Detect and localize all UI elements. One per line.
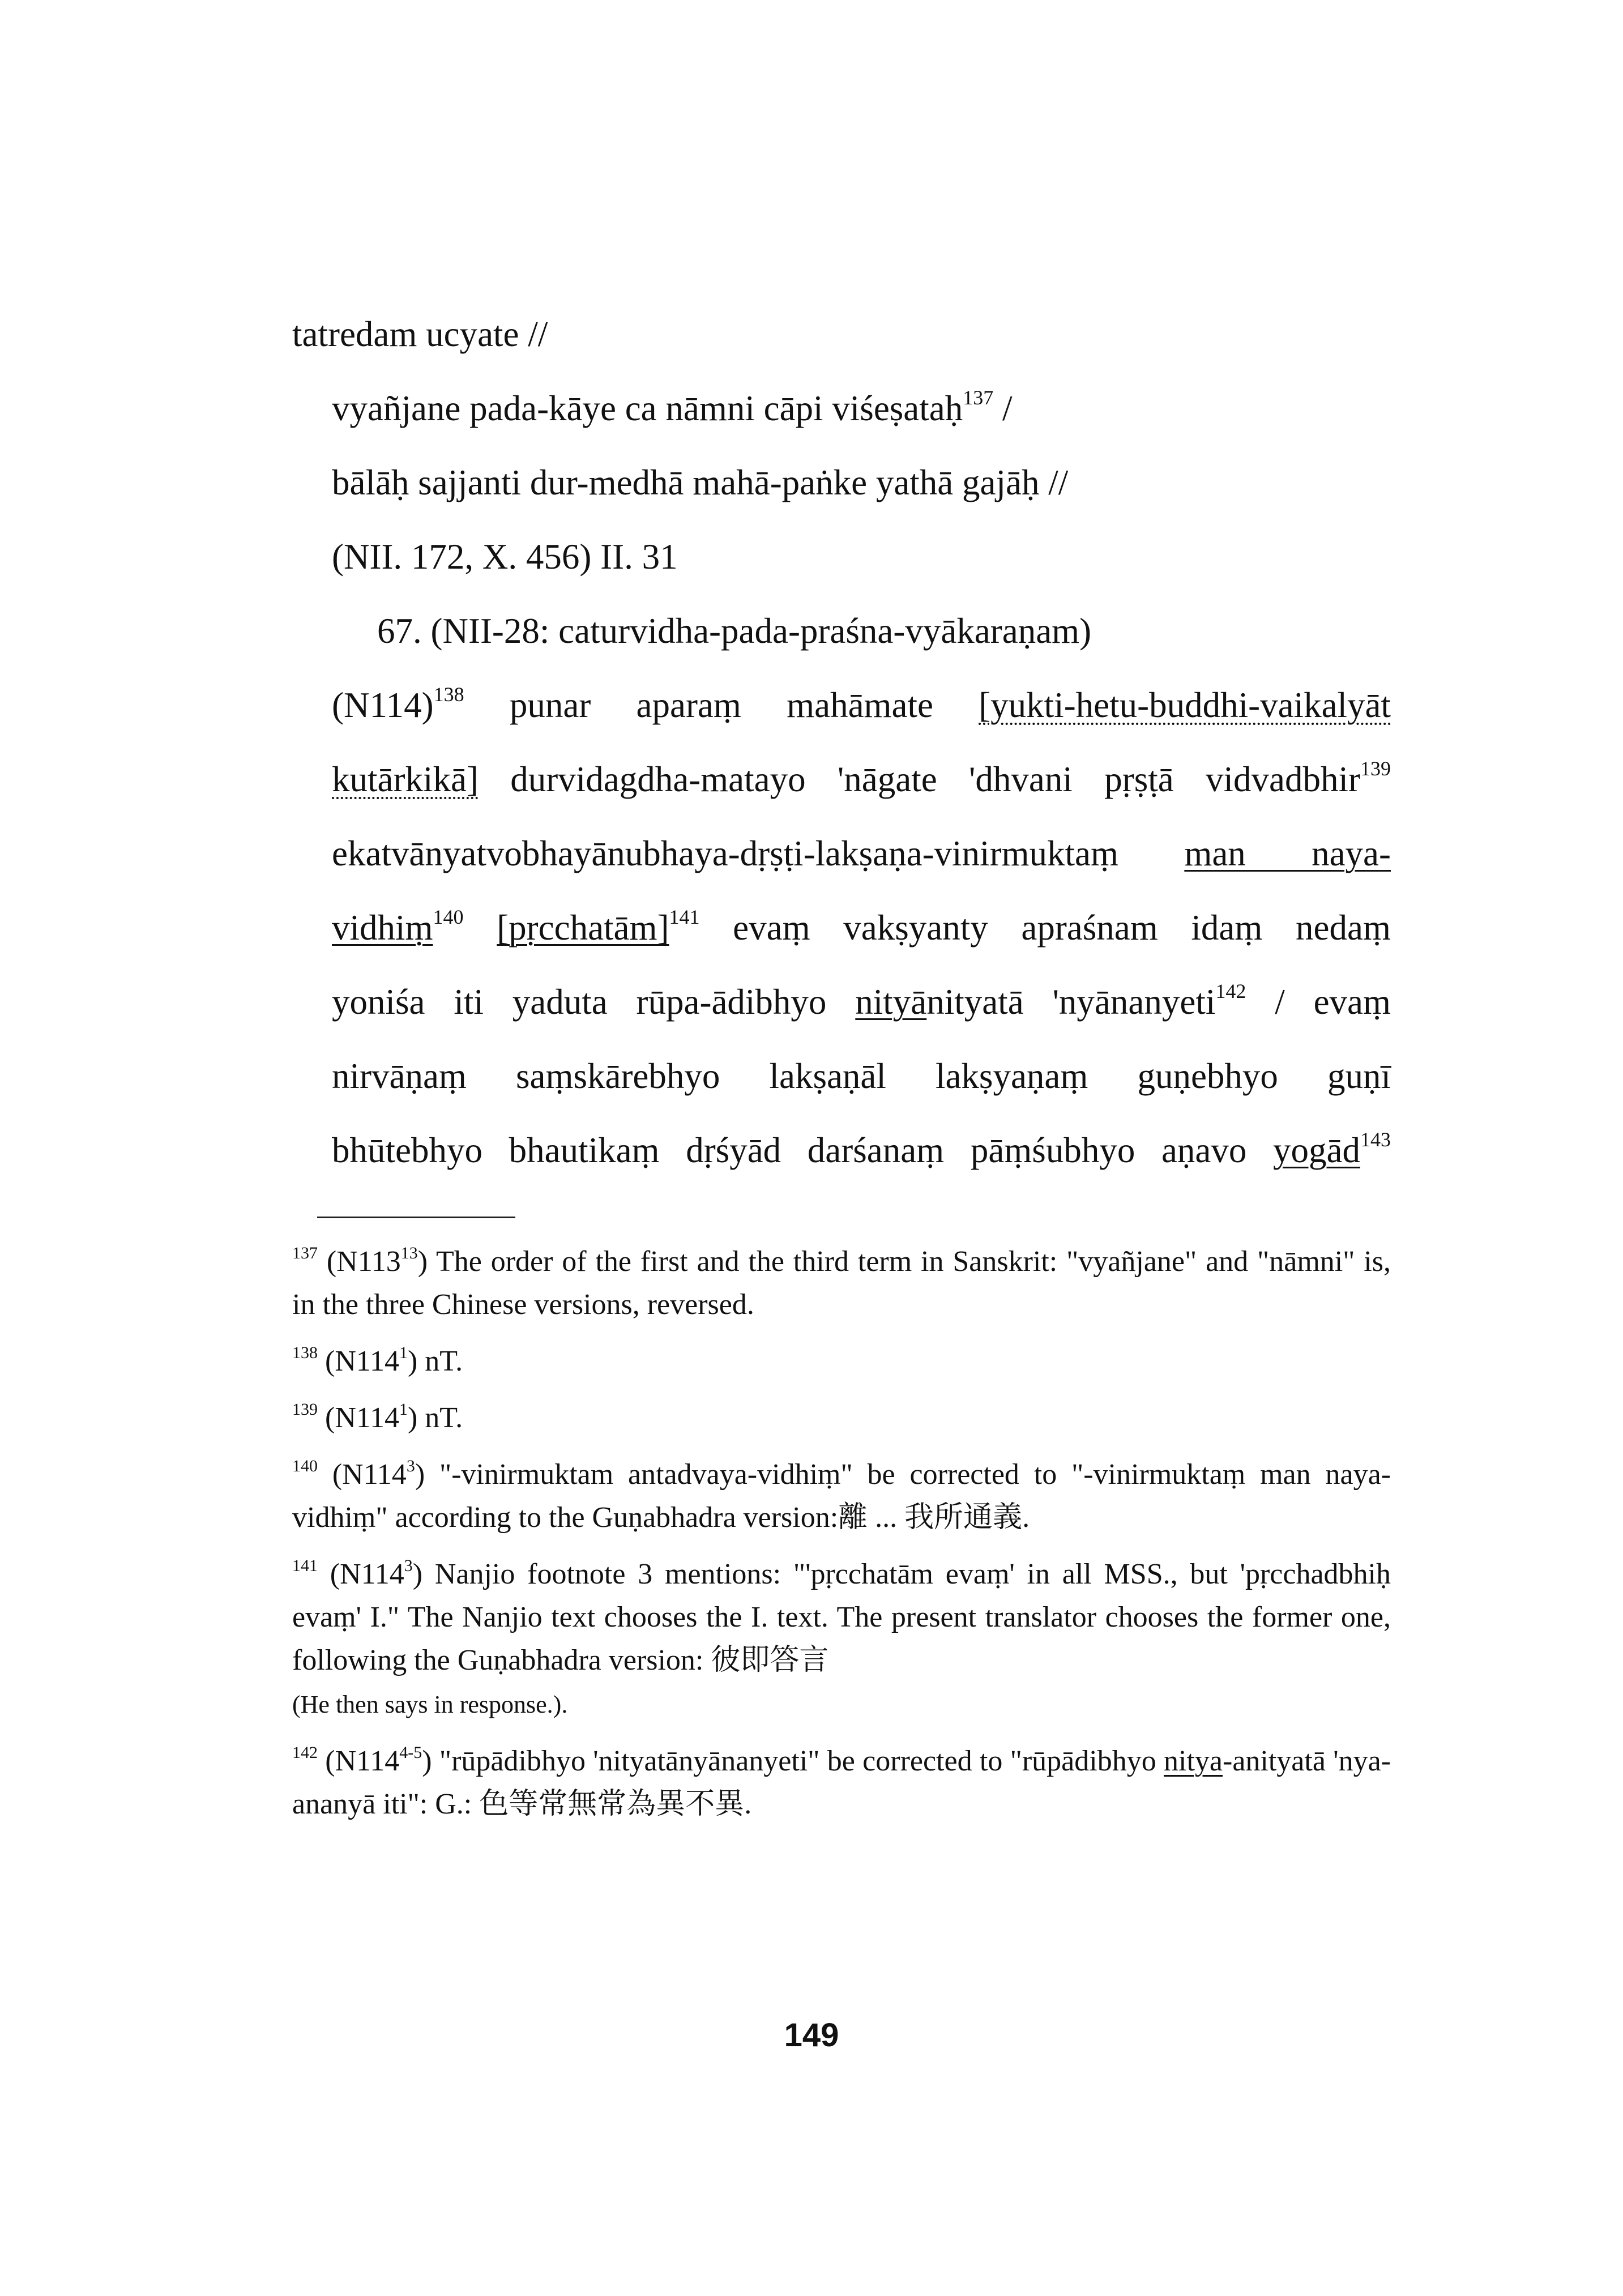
- footnote-139: $^{139}$ $(N114^1)$ nT.: [292, 1399, 463, 1434]
- footnote-140: $^{140}$ $(N114^3)$ "-vinirmuktam antadvaya-vidhiṃ" be corrected to "-vinirmuktaṃ man naya-vidhiṃ" according to the Guṇabhadra version:離 ... 我所通義.: [292, 1456, 1391, 1534]
- footnote-ref-140: 140: [433, 906, 464, 928]
- footnote-ref-141: 141: [669, 906, 700, 928]
- paragraph-line-3: ekatvānyatvobhayānubhaya-dṛṣṭi-lakṣaṇa-vinirmuktaṃ man naya-: [332, 834, 1391, 873]
- footnote-ref-142: 142: [1215, 980, 1246, 1002]
- paragraph-line-7: bhūtebhyo bhautikaṃ dṛśyād darśanaṃ pāṃśubhyo aṇavo yogād$^{143}$: [332, 1128, 1391, 1170]
- intro-line: tatredam ucyate //: [292, 314, 548, 354]
- footnote-138: $^{138}$ $(N114^1)$ nT.: [292, 1343, 463, 1377]
- dotted-emendation: [yukti-hetu-buddhi-vaikalyāt: [979, 685, 1391, 725]
- footnote-141-translation: (He then says in response.).: [292, 1691, 568, 1718]
- footnote-ref-138: 138: [433, 683, 464, 706]
- footnote-ref-137: 137: [963, 386, 994, 409]
- footnote-137: $^{137}$ $(N113^{13})$ The order of the first and the third term in Sanskrit: "vyañjane" and "nāmni" is, in the three Chinese versions, reversed.: [292, 1243, 1391, 1321]
- footnotes: [292, 1240, 1391, 1840]
- page-number: 149: [784, 2017, 839, 2054]
- footnote-141: $^{141}$ $(N114^3)$ Nanjio footnote 3 mentions: "'pṛcchatām evaṃ' in all MSS., but 'pṛcchadbhiḥ evaṃ' I." The Nanjio text chooses the I. text. The present translator chooses the former one, following the Guṇabhadra version: 彼即答言 (He then says in response.).: [292, 1556, 1391, 1718]
- underlined-emendation-3: nityā: [855, 982, 927, 1022]
- verse-line-1: vyañjane pada-kāye ca nāmni cāpi viśeṣataḥ$^{137}$ /: [332, 386, 1013, 428]
- footnote-ref-143: 143: [1360, 1128, 1391, 1151]
- verse-line-2: bālāḥ sajjanti dur-medhā mahā-paṅke yathā gajāḥ //: [332, 463, 1069, 502]
- footnote-separator: [317, 1217, 515, 1218]
- paragraph-line-6: nirvāṇaṃ saṃskārebhyo lakṣaṇāl lakṣyaṇaṃ guṇebhyo guṇī: [332, 1056, 1391, 1096]
- paragraph-line-1: $(N114)^{138}$ punar aparaṃ mahāmate [yukti-hetu-buddhi-vaikalyāt: [332, 683, 1391, 725]
- section-heading: 67. (NII-28: caturvidha-pada-praśna-vyākaraṇam): [377, 611, 1092, 651]
- verse-reference: (NII. 172, X. 456) II. 31: [332, 537, 678, 577]
- paragraph-line-4: vidhiṃ$^{140}$ [pṛcchatām]$^{141}$ evaṃ vakṣyanty apraśnam idaṃ nedaṃ: [332, 906, 1391, 948]
- underlined-emendation-4: yogād: [1273, 1130, 1360, 1170]
- main-text: [292, 306, 1391, 1196]
- paragraph-line-5: yoniśa iti yaduta rūpa-ādibhyo nityānityatā 'nyānanyeti$^{142}$ / evaṃ: [332, 980, 1391, 1022]
- underlined-emendation-2: [pṛcchatām]: [497, 908, 669, 948]
- footnote-142: $^{142}$ (N114$^{4-5}$) "rūpādibhyo 'nityatānyānanyeti" be corrected to "rūpādibhyo nitya-anityatā 'nya-ananyā iti": G.: 色等常無常為異不異.: [292, 1743, 1391, 1820]
- footnote-ref-139: 139: [1360, 757, 1391, 780]
- paragraph-line-2: kutārkikā] durvidagdha-matayo 'nāgate 'dhvani pṛṣṭā vidvadbhir$^{139}$: [332, 757, 1391, 799]
- underlined-emendation: man naya-: [1184, 834, 1391, 873]
- dotted-emendation-end: kutārkikā]: [332, 759, 479, 799]
